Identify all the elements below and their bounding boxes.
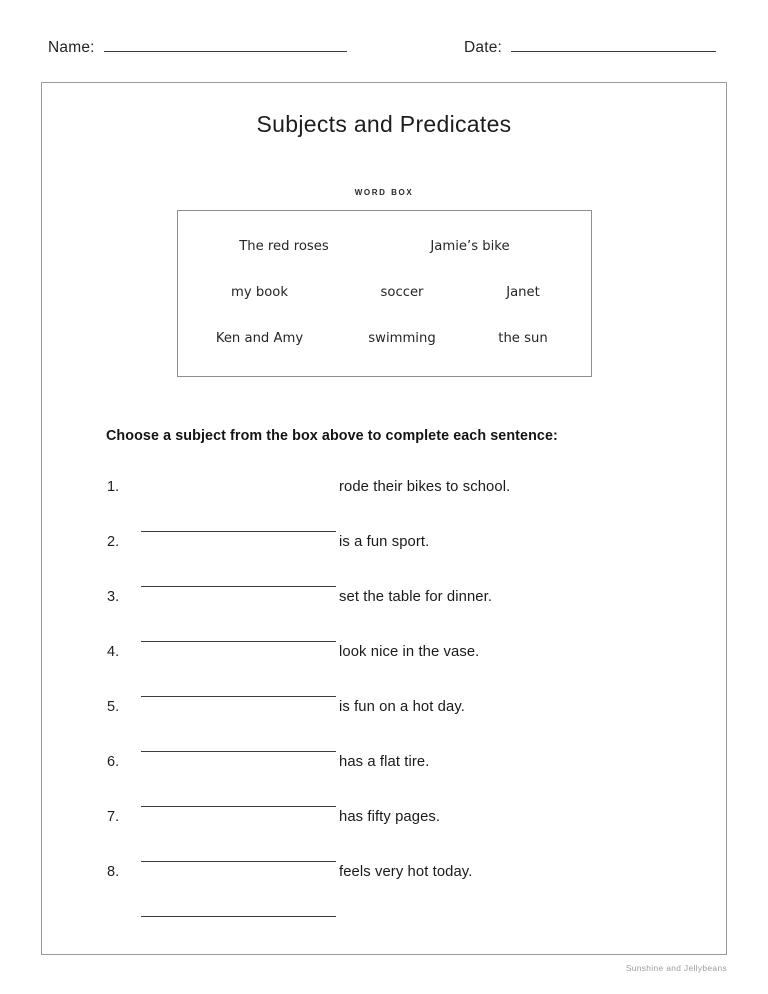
- question-number: 5.: [107, 699, 120, 715]
- footer-credit: Sunshine and Jellybeans: [625, 963, 727, 973]
- word-box-word: Ken and Amy: [215, 331, 304, 346]
- question-item: [42, 864, 726, 919]
- page-title: Subjects and Predicates: [256, 111, 512, 137]
- word-box-word: swimming: [368, 331, 436, 346]
- date-write-in-line[interactable]: [511, 38, 716, 52]
- question-predicate: look nice in the vase.: [339, 644, 480, 660]
- word-box-row: [178, 316, 591, 362]
- worksheet-panel: [41, 82, 727, 955]
- question-item: [42, 644, 726, 699]
- question-number: 8.: [107, 864, 120, 880]
- word-box-grid: [178, 211, 591, 376]
- instruction-text: Choose a subject from the box above to complete each sentence:: [106, 428, 558, 444]
- word-box-word: Janet: [506, 285, 540, 300]
- question-item: [42, 589, 726, 644]
- question-predicate: is fun on a hot day.: [339, 699, 465, 715]
- question-item: [42, 534, 726, 589]
- date-field-group: [464, 38, 716, 57]
- question-item: [42, 699, 726, 754]
- question-item: [42, 809, 726, 864]
- word-box-heading: word box: [354, 186, 414, 198]
- question-predicate: has a flat tire.: [339, 754, 430, 770]
- question-item: [42, 479, 726, 534]
- question-number: 2.: [107, 534, 120, 550]
- question-number: 3.: [107, 589, 120, 605]
- date-label: Date:: [464, 39, 503, 56]
- answer-blank-line[interactable]: [141, 682, 336, 697]
- word-box-word: soccer: [380, 285, 424, 300]
- question-predicate: set the table for dinner.: [339, 589, 493, 605]
- header-fields-row: [48, 38, 728, 64]
- name-write-in-line[interactable]: [104, 38, 347, 52]
- answer-blank-line[interactable]: [141, 902, 336, 917]
- question-predicate: has fifty pages.: [339, 809, 441, 825]
- question-number: 1.: [107, 479, 120, 495]
- answer-blank-line[interactable]: [141, 792, 336, 807]
- question-number: 4.: [107, 644, 120, 660]
- name-field-group: [48, 38, 347, 57]
- answer-blank-line[interactable]: [141, 737, 336, 752]
- word-box-word: the sun: [498, 331, 548, 346]
- word-box-word: my book: [231, 285, 288, 300]
- word-box: [177, 210, 592, 377]
- question-list: [42, 479, 726, 919]
- word-box-row: [178, 224, 591, 270]
- answer-blank-line[interactable]: [141, 847, 336, 862]
- answer-blank-line[interactable]: [141, 572, 336, 587]
- answer-blank-line[interactable]: [141, 517, 336, 532]
- question-number: 7.: [107, 809, 120, 825]
- question-item: [42, 754, 726, 809]
- question-predicate: feels very hot today.: [339, 864, 473, 880]
- answer-blank-line[interactable]: [141, 627, 336, 642]
- word-box-word: The red roses: [239, 239, 329, 254]
- question-predicate: is a fun sport.: [339, 534, 430, 550]
- name-label: Name:: [48, 39, 95, 56]
- question-predicate: rode their bikes to school.: [339, 479, 511, 495]
- word-box-word: Jamie’s bike: [430, 239, 510, 254]
- word-box-row: [178, 270, 591, 316]
- question-number: 6.: [107, 754, 120, 770]
